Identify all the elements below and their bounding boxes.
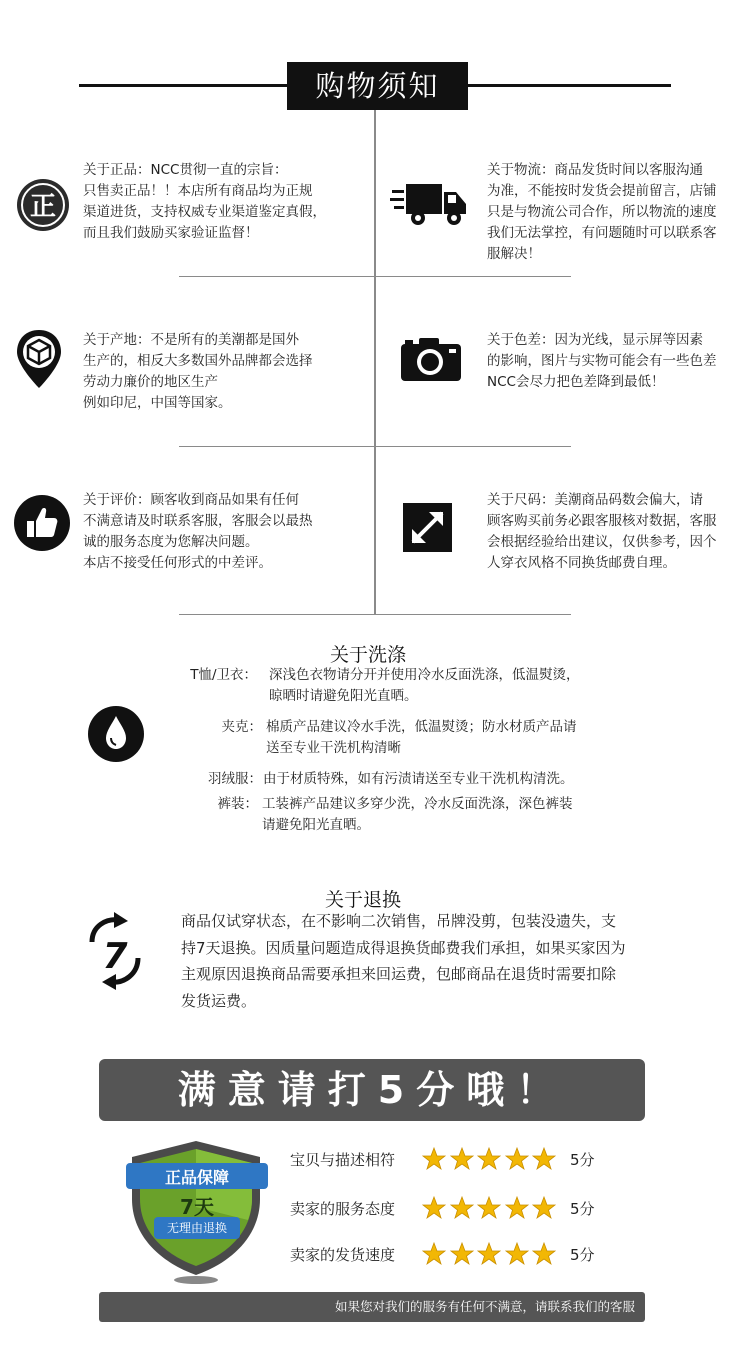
- resize-arrow-icon: [403, 503, 452, 552]
- washing-title: 关于洗涤: [330, 644, 407, 666]
- seven-day-return-icon: [84, 912, 146, 990]
- wash-text-pants: 工装裤产品建议多穿少洗，冷水反面洗涤，深色裤装 请避免阳光直晒。: [262, 796, 573, 833]
- header-rule-right: [468, 84, 671, 87]
- notice-color-text: 关于色差：因为光线，显示屏等因素 的影响，图片与实物可能会有一些色差 NCC会尽力把色差降到最低！: [487, 332, 717, 390]
- notice-review-text: 关于评价：顾客收到商品如果有任何 不满意请及时联系客服，客服会以最热 诚的服务态度为您解决问题。 本店不接受任何形式的中差评。: [83, 492, 313, 571]
- returns-title: 关于退换: [325, 889, 402, 911]
- rating-label-shipping: 卖家的发货速度: [290, 1246, 396, 1264]
- grid-row-divider-1: [179, 276, 571, 277]
- notice-authentic-text: 关于正品：NCC贯彻一直的宗旨： 只售卖正品！！本店所有商品均为正规 渠道进货，支持权威专业渠道鉴定真假， 而且我们鼓励买家验证监督！: [83, 162, 326, 241]
- svg-text:7: 7: [102, 936, 128, 977]
- rating-banner: 满意请打5分哦！: [99, 1059, 645, 1121]
- rating-stars-description: [422, 1147, 557, 1171]
- notice-origin-text: 关于产地：不是所有的美潮都是国外 生产的，相反大多数国外品牌都会选择 劳动力廉价的地区生产 例如印尼，中国等国家。: [83, 332, 313, 411]
- star-icon: [505, 1196, 529, 1220]
- notice-size-text: 关于尺码：美潮商品码数会偏大，请 顾客购买前务必跟客服核对数据，客服 会根据经验给出建议，仅供参考，因个 人穿衣风格不同换货邮费自理。: [487, 492, 717, 571]
- rating-stars-service: [422, 1196, 557, 1220]
- wash-text-tshirt: 深浅色衣物请分开并使用冷水反面洗涤，低温熨烫， 晾晒时请避免阳光直晒。: [269, 667, 580, 704]
- page-title: 购物须知: [287, 62, 468, 110]
- rating-label-service: 卖家的服务态度: [290, 1200, 396, 1218]
- notice-logistics-text: 关于物流：商品发货时间以客服沟通 为准，不能按时发货会提前留言，店铺 只是与物流公司合作，所以物流的速度 我们无法掌控，有问题随时可以联系客 服解决！: [487, 162, 717, 262]
- star-icon: [505, 1242, 529, 1266]
- location-box-icon: [17, 330, 61, 388]
- camera-icon: [401, 336, 461, 381]
- header-rule-left: [79, 84, 287, 87]
- star-icon: [422, 1242, 446, 1266]
- star-icon: [477, 1147, 501, 1171]
- contact-footer: 如果您对我们的服务有任何不满意，请联系我们的客服: [99, 1292, 645, 1322]
- rating-score-shipping: 5分: [570, 1246, 595, 1264]
- guarantee-shield-icon: [126, 1137, 268, 1287]
- star-icon: [477, 1242, 501, 1266]
- wash-text-jacket: 棉质产品建议冷水手洗，低温熨烫；防水材质产品请 送至专业干洗机构清晰: [266, 719, 577, 756]
- wash-text-down: 由于材质特殊，如有污渍请送至专业干洗机构清洗。: [263, 771, 574, 787]
- thumbs-up-icon: [14, 495, 70, 551]
- svg-text:正: 正: [29, 192, 57, 222]
- star-icon: [532, 1147, 556, 1171]
- shield-bottom-text: 无理由退换: [166, 1221, 227, 1235]
- star-icon: [505, 1147, 529, 1171]
- star-icon: [450, 1147, 474, 1171]
- rating-label-description: 宝贝与描述相符: [290, 1151, 396, 1169]
- star-icon: [422, 1196, 446, 1220]
- shield-middle-text: 7天: [180, 1195, 214, 1219]
- star-icon: [532, 1196, 556, 1220]
- delivery-truck-icon: [390, 182, 468, 228]
- zheng-badge-icon: [16, 178, 70, 232]
- rating-score-service: 5分: [570, 1200, 595, 1218]
- shield-top-text: 正品保障: [164, 1168, 229, 1187]
- grid-vertical-divider: [374, 110, 376, 615]
- star-icon: [477, 1196, 501, 1220]
- star-icon: [422, 1147, 446, 1171]
- grid-row-divider-2: [179, 446, 571, 447]
- grid-row-divider-3: [179, 614, 571, 615]
- rating-stars-shipping: [422, 1242, 557, 1266]
- wash-label-tshirt: T恤/卫衣：: [190, 667, 257, 683]
- returns-text: 商品仅试穿状态，在不影响二次销售，吊牌没剪，包装没遗失，支 持7天退换。因质量问题造成得退换货邮费我们承担，如果买家因为 主观原因退换商品需要承担来回运费，包邮商品在退货时需要扣除 发货运费。: [181, 912, 626, 1010]
- star-icon: [450, 1196, 474, 1220]
- star-icon: [532, 1242, 556, 1266]
- water-drop-icon: [88, 706, 144, 762]
- wash-label-jacket: 夹克：: [221, 719, 262, 735]
- rating-score-description: 5分: [570, 1151, 595, 1169]
- wash-label-pants: 裤装：: [217, 796, 258, 812]
- wash-label-down: 羽绒服：: [208, 771, 262, 787]
- star-icon: [450, 1242, 474, 1266]
